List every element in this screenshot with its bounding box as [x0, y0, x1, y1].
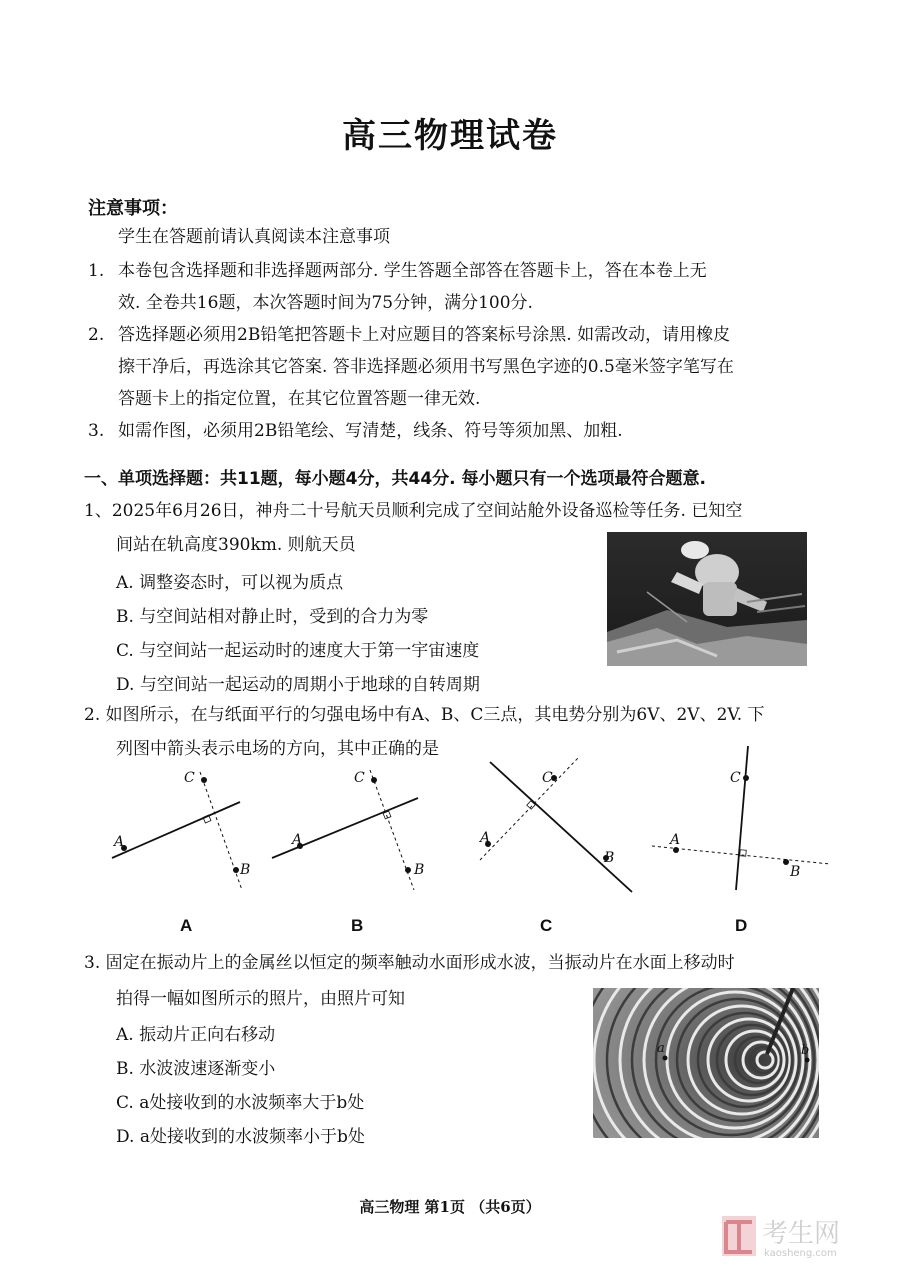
page-footer: 高三物理 第1页 （共6页）	[359, 1198, 541, 1216]
q3-stem-line: 3. 固定在振动片上的金属丝以恒定的频率触动水面形成水波，当振动片在水面上移动时	[84, 953, 735, 973]
photo-label-a: a	[657, 1041, 665, 1056]
point-label-a: A	[480, 830, 491, 846]
notice-heading: 注意事项：	[88, 198, 178, 219]
q2-figures	[100, 740, 840, 910]
q1-option-c: C. 与空间站一起运动时的速度大于第一宇宙速度	[116, 641, 480, 661]
q1-option-d: D. 与空间站一起运动的周期小于地球的自转周期	[116, 675, 480, 695]
astronaut-photo	[607, 532, 807, 666]
notice-item-line: 答题卡上的指定位置，在其它位置答题一律无效.	[118, 389, 481, 409]
notice-item-line: 效. 全卷共16题，本次答题时间为75分钟，满分100分.	[118, 293, 533, 313]
notice-item-num: 1.	[88, 261, 105, 281]
q1-stem-line: 间站在轨高度390km. 则航天员	[116, 535, 356, 555]
point-label-b: B	[790, 864, 801, 880]
point-label-a: A	[670, 832, 681, 848]
point-label-b: B	[240, 862, 251, 878]
figure-d	[652, 746, 830, 890]
figure-c	[478, 758, 632, 892]
figure-a	[112, 770, 250, 890]
figure-label-c: C	[540, 916, 553, 935]
point-label-c: C	[184, 770, 195, 786]
q3-option-d: D. a处接收到的水波频率小于b处	[116, 1127, 365, 1147]
notice-item-line: 本卷包含选择题和非选择题两部分. 学生答题全部答在答题卡上，答在本卷上无	[118, 261, 707, 281]
point-label-a: A	[114, 834, 125, 850]
figure-label-d: D	[735, 916, 748, 935]
notice-item-line: 答选择题必须用2B铅笔把答题卡上对应题目的答案标号涂黑. 如需改动，请用橡皮	[118, 325, 731, 345]
section-heading: 一、单项选择题：共11题，每小题4分，共44分. 每小题只有一个选项最符合题意.	[84, 469, 706, 489]
photo-label-b: b	[801, 1043, 810, 1058]
watermark-cn: 考生网	[762, 1219, 841, 1249]
figure-label-b: B	[351, 916, 364, 935]
figure-b	[272, 770, 424, 890]
point-label-b: B	[604, 850, 615, 866]
q3-option-a: A. 振动片正向右移动	[116, 1025, 276, 1045]
q1-option-b: B. 与空间站相对静止时，受到的合力为零	[116, 607, 429, 627]
page-title: 高三物理试卷	[342, 116, 558, 156]
notice-intro: 学生在答题前请认真阅读本注意事项	[118, 227, 390, 247]
figure-label-a: A	[180, 916, 193, 935]
q3-option-b: B. 水波波速逐渐变小	[116, 1059, 276, 1079]
watermark-logo	[718, 1212, 878, 1260]
water-wave-photo	[593, 988, 819, 1138]
point-label-b: B	[414, 862, 425, 878]
q1-stem-line: 1、2025年6月26日，神舟二十号航天员顺利完成了空间站舱外设备巡检等任务. 已知空	[84, 501, 743, 521]
q2-stem-line: 2. 如图所示，在与纸面平行的匀强电场中有A、B、C三点，其电势分别为6V、2V、2V. 下	[84, 705, 765, 725]
point-label-c: C	[354, 770, 365, 786]
watermark-en: kaosheng.com	[764, 1248, 837, 1259]
point-label-c: C	[542, 770, 553, 786]
notice-item-num: 2.	[88, 325, 105, 345]
notice-item-num: 3.	[88, 421, 105, 441]
q3-stem-line: 拍得一幅如图所示的照片，由照片可知	[116, 989, 405, 1009]
q2-stem-line: 列图中箭头表示电场的方向，其中正确的是	[116, 739, 439, 759]
notice-item-line: 擦干净后，再选涂其它答案. 答非选择题必须用书写黑色字迹的0.5毫米签字笔写在	[118, 357, 734, 377]
point-label-c: C	[730, 770, 741, 786]
q1-option-a: A. 调整姿态时，可以视为质点	[116, 573, 344, 593]
point-label-a: A	[292, 832, 303, 848]
q3-option-c: C. a处接收到的水波频率大于b处	[116, 1093, 365, 1113]
notice-item-line: 如需作图，必须用2B铅笔绘、写清楚，线条、符号等须加黑、加粗.	[118, 421, 623, 441]
